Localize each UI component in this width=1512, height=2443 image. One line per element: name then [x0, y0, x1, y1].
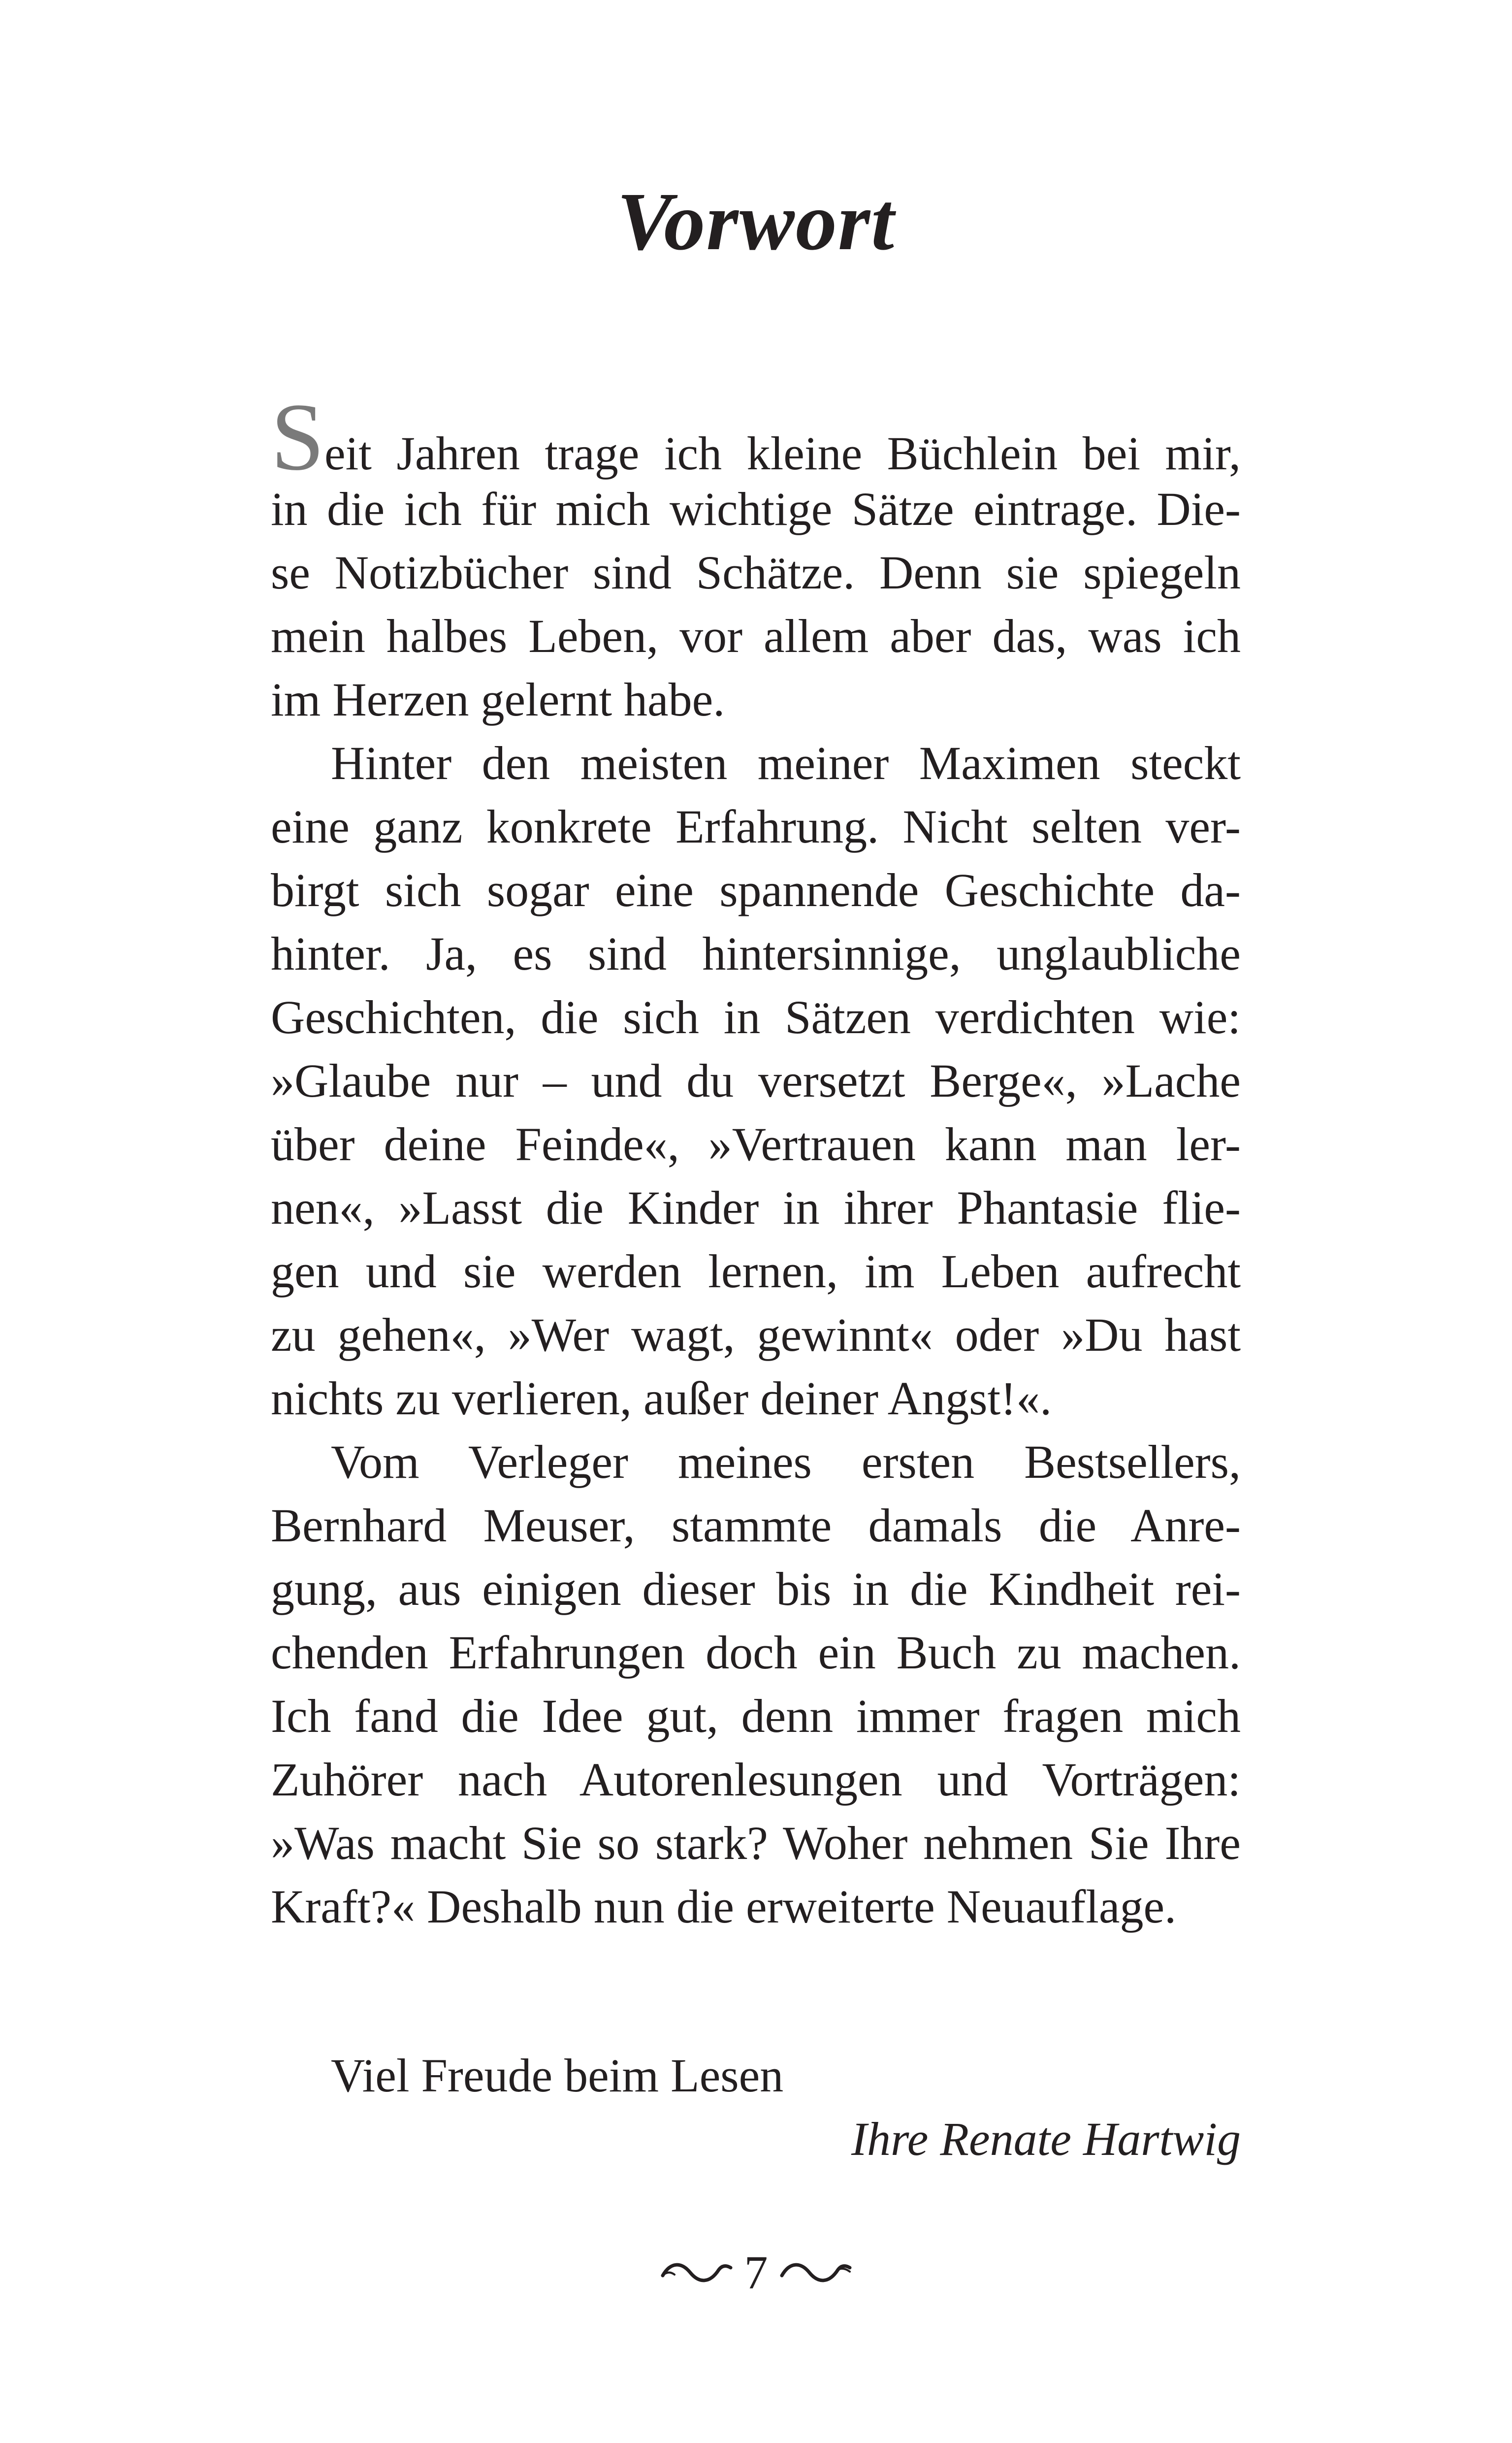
- text-line-8: birgt sich sogar eine spannende Geschichte da-: [271, 864, 1241, 916]
- text-line-20: chenden Erfahrungen doch ein Buch zu machen.: [271, 1626, 1241, 1679]
- drop-cap: S: [271, 384, 325, 490]
- text-line-2: in die ich für mich wichtige Sätze eintrage. Die-: [271, 483, 1241, 535]
- text-line-23: »Was macht Sie so stark? Woher nehmen Sie Ihre: [271, 1817, 1241, 1869]
- text-line-13: nen«, »Lasst die Kinder in ihrer Phantasie flie-: [271, 1181, 1241, 1234]
- text-line-6: Hinter den meisten meiner Maximen steckt: [331, 737, 1241, 789]
- text-line-12: über deine Feinde«, »Vertrauen kann man ler-: [271, 1118, 1241, 1171]
- text-line-4: mein halbes Leben, vor allem aber das, was ich: [271, 610, 1241, 662]
- text-line-18: Bernhard Meuser, stammte damals die Anre-: [271, 1499, 1241, 1552]
- chapter-title: Vorwort: [617, 176, 895, 267]
- page-number: 7: [744, 2246, 768, 2299]
- text-line-24: Kraft?« Deshalb nun die erweiterte Neuauflage.: [271, 1880, 1177, 1933]
- page-footer: [0, 2236, 1512, 2305]
- text-line-7: eine ganz konkrete Erfahrung. Nicht selten ver-: [271, 800, 1241, 853]
- text-line-19: gung, aus einigen dieser bis in die Kindheit rei-: [271, 1563, 1241, 1615]
- text-line-10: Geschichten, die sich in Sätzen verdichten wie:: [271, 991, 1241, 1043]
- text-line-5: im Herzen gelernt habe.: [271, 673, 725, 726]
- body-text: [271, 384, 1241, 1938]
- text-line-15: zu gehen«, »Wer wagt, gewinnt« oder »Du hast: [271, 1308, 1241, 1361]
- text-line-22: Zuhörer nach Autorenlesungen und Vorträgen:: [271, 1753, 1241, 1806]
- text-line-21: Ich fand die Idee gut, denn immer fragen mich: [271, 1690, 1241, 1742]
- text-line-1: Seit Jahren trage ich kleine Büchlein bei mir,: [271, 384, 1241, 490]
- closing-line: Viel Freude beim Lesen: [331, 2049, 784, 2102]
- text-line-16: nichts zu verlieren, außer deiner Angst!«.: [271, 1372, 1052, 1425]
- text-line-9: hinter. Ja, es sind hintersinnige, unglaubliche: [271, 927, 1241, 980]
- signature: Ihre Renate Hartwig: [851, 2113, 1241, 2165]
- text-line-3: se Notizbücher sind Schätze. Denn sie spiegeln: [271, 546, 1241, 599]
- text-line-17: Vom Verleger meines ersten Bestsellers,: [331, 1435, 1241, 1488]
- swash-left-icon: [660, 2258, 734, 2287]
- text-line-11: »Glaube nur – und du versetzt Berge«, »Lache: [271, 1054, 1241, 1107]
- swash-right-icon: [779, 2258, 853, 2287]
- text-line-14: gen und sie werden lernen, im Leben aufrecht: [271, 1245, 1241, 1298]
